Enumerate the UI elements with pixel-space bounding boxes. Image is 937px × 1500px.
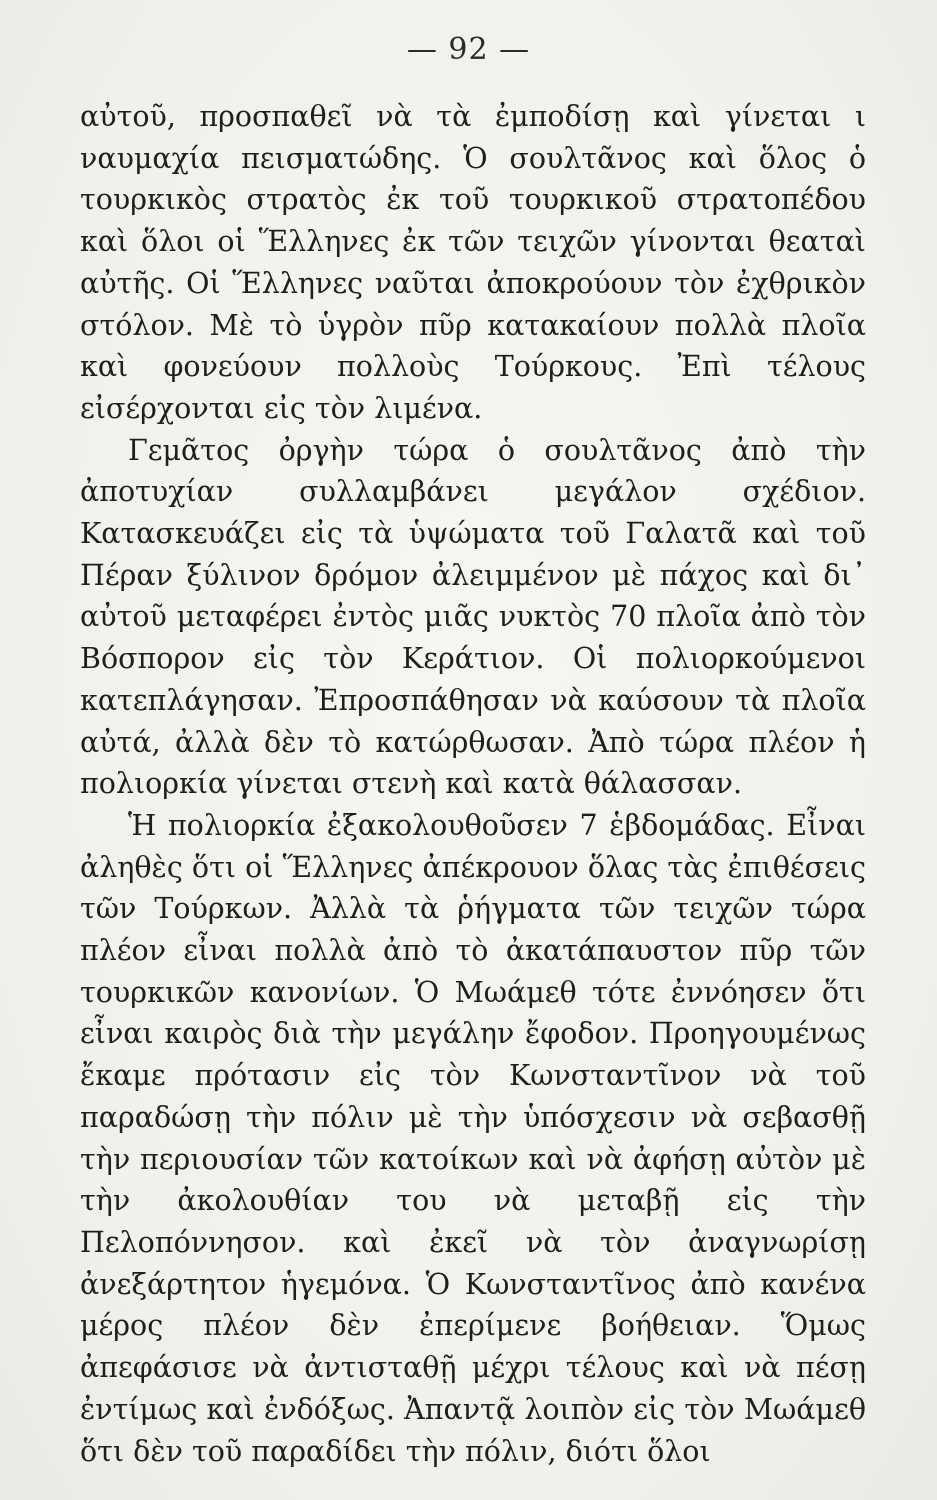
paragraph-naval-battle: αὐτοῦ, προσπαθεῖ νὰ τὰ ἐμποδίσῃ καὶ γίνεται ι ναυμαχία πεισματώδης. Ὁ σουλτᾶνος καὶ ὅλος ὁ τουρκικὸς στρατὸς ἐκ τοῦ τουρκικοῦ στρατοπέδου καὶ ὅλοι οἱ Ἕλληνες ἐκ τῶν τειχῶν γίνονται θεαταὶ αὐτῆς. Οἱ Ἕλληνες ναῦται ἀποκρούουν τὸν ἐχθρικὸν στόλον. Μὲ τὸ ὑγρὸν πῦρ κατακαίουν πολλὰ πλοῖα καὶ φονεύουν πολλοὺς Τούρκους. Ἐπὶ τέλους εἰσέρχονται εἰς τὸν λιμένα. xyxy=(80,100,866,425)
body-text xyxy=(80,96,866,1472)
page-number: — 92 — xyxy=(406,32,531,67)
paragraph-siege-continues: Ἡ πολιορκία ἐξακολουθοῦσεν 7 ἑβδομάδας. Εἶναι ἀληθὲς ὅτι οἱ Ἕλληνες ἀπέκρουον ὅλας τὰς ἐπιθέσεις τῶν Τούρκων. Ἀλλὰ τὰ ῥήγματα τῶν τειχῶν τώρα πλέον εἶναι πολλὰ ἀπὸ τὸ ἀκατάπαυστον πῦρ τῶν τουρκικῶν κανονίων. Ὁ Μωάμεθ τότε ἐννόησεν ὅτι εἶναι καιρὸς διὰ τὴν μεγάλην ἔφοδον. Προηγουμένως ἔκαμε πρότασιν εἰς τὸν Κωνσταντῖνον νὰ τοῦ παραδώσῃ τὴν πόλιν μὲ τὴν ὑπόσχεσιν νὰ σεβασθῇ τὴν περιουσίαν τῶν κατοίκων καὶ νὰ ἀφήσῃ αὐτὸν μὲ τὴν ἀκολουθίαν του νὰ μεταβῇ εἰς τὴν Πελοπόννησον. καὶ ἐκεῖ νὰ τὸν ἀναγνωρίσῃ ἀνεξάρτητον ἡγεμόνα. Ὁ Κωνσταντῖνος ἀπὸ κανένα μέρος πλέον δὲν ἐπερίμενε βοήθειαν. Ὅμως ἀπεφάσισε νὰ ἀντισταθῇ μέχρι τέλους καὶ νὰ πέσῃ ἐντίμως καὶ ἐνδόξως. Ἀπαντᾷ λοιπὸν εἰς τὸν Μωάμεθ ὅτι δὲν τοῦ παραδίδει τὴν πόλιν, διότι ὅλοι xyxy=(80,808,866,1468)
paragraph-ships-transfer: Γεμᾶτος ὀργὴν τώρα ὁ σουλτᾶνος ἀπὸ τὴν ἀποτυχίαν συλλαμβάνει μεγάλον σχέδιον. Κατασκευάζει εἰς τὰ ὑψώματα τοῦ Γαλατᾶ καὶ τοῦ Πέραν ξύλινον δρόμον ἀλειμμένον μὲ πάχος καὶ δι᾽ αὐτοῦ μεταφέρει ἐντὸς μιᾶς νυκτὸς 70 πλοῖα ἀπὸ τὸν Βόσπορον εἰς τὸν Κεράτιον. Οἱ πολιορκούμενοι κατεπλάγησαν. Ἐπροσπάθησαν νὰ καύσουν τὰ πλοῖα αὐτά, ἀλλὰ δὲν τὸ κατώρθωσαν. Ἀπὸ τώρα πλέον ἡ πολιορκία γίνεται στενὴ καὶ κατὰ θάλασσαν. xyxy=(80,433,866,801)
